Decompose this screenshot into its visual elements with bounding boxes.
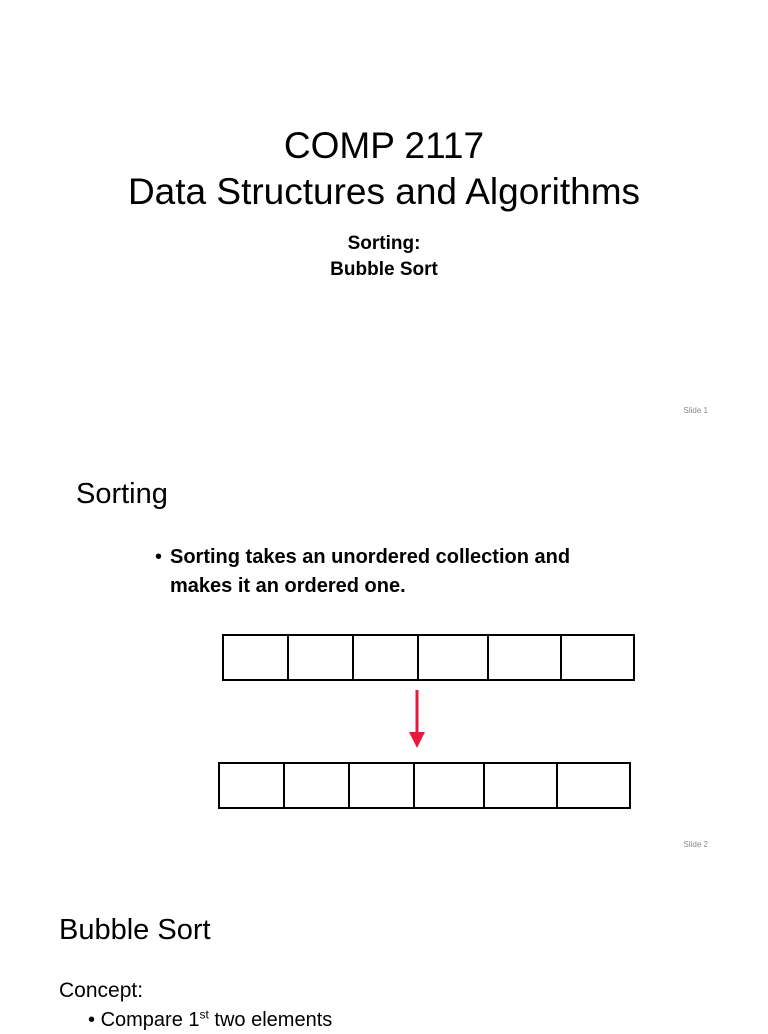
- ordinal-suffix: st: [199, 1007, 209, 1022]
- array-cell: [354, 636, 419, 679]
- array-cell: [289, 636, 354, 679]
- bullet-dot: •: [155, 546, 163, 568]
- array-cell: [285, 764, 350, 807]
- array-cell: [224, 636, 289, 679]
- slide-title-sorting: Sorting: [76, 478, 168, 510]
- slide-title-bubble-sort: Bubble Sort: [59, 914, 211, 946]
- compare-bullet: [88, 1006, 332, 1034]
- bullet-line-2: makes it an ordered one.: [170, 575, 406, 597]
- subtitle-sorting: Sorting:: [347, 233, 421, 254]
- array-cell: [220, 764, 285, 807]
- bullet-dot: •: [88, 1009, 96, 1031]
- course-code: COMP 2117: [283, 125, 485, 166]
- unordered-array: [222, 634, 635, 681]
- ordered-array: [218, 762, 631, 809]
- bullet-line-1: Sorting takes an unordered collection and: [170, 546, 571, 568]
- compare-text-suffix: two elements: [208, 1009, 333, 1031]
- sorting-bullet: [155, 543, 570, 601]
- array-cell: [419, 636, 489, 679]
- array-cell: [562, 636, 633, 679]
- slide-number-1: Slide 1: [683, 406, 708, 415]
- concept-label: Concept:: [59, 979, 144, 1002]
- array-cell: [489, 636, 562, 679]
- course-title: Data Structures and Algorithms: [127, 171, 641, 212]
- compare-text-prefix: Compare 1: [100, 1009, 200, 1031]
- down-arrow-icon: [405, 690, 429, 750]
- array-cell: [415, 764, 485, 807]
- array-cell: [485, 764, 558, 807]
- subtitle-bubble-sort: Bubble Sort: [330, 259, 438, 280]
- array-cell: [558, 764, 629, 807]
- array-cell: [350, 764, 415, 807]
- slide-number-2: Slide 2: [683, 840, 708, 849]
